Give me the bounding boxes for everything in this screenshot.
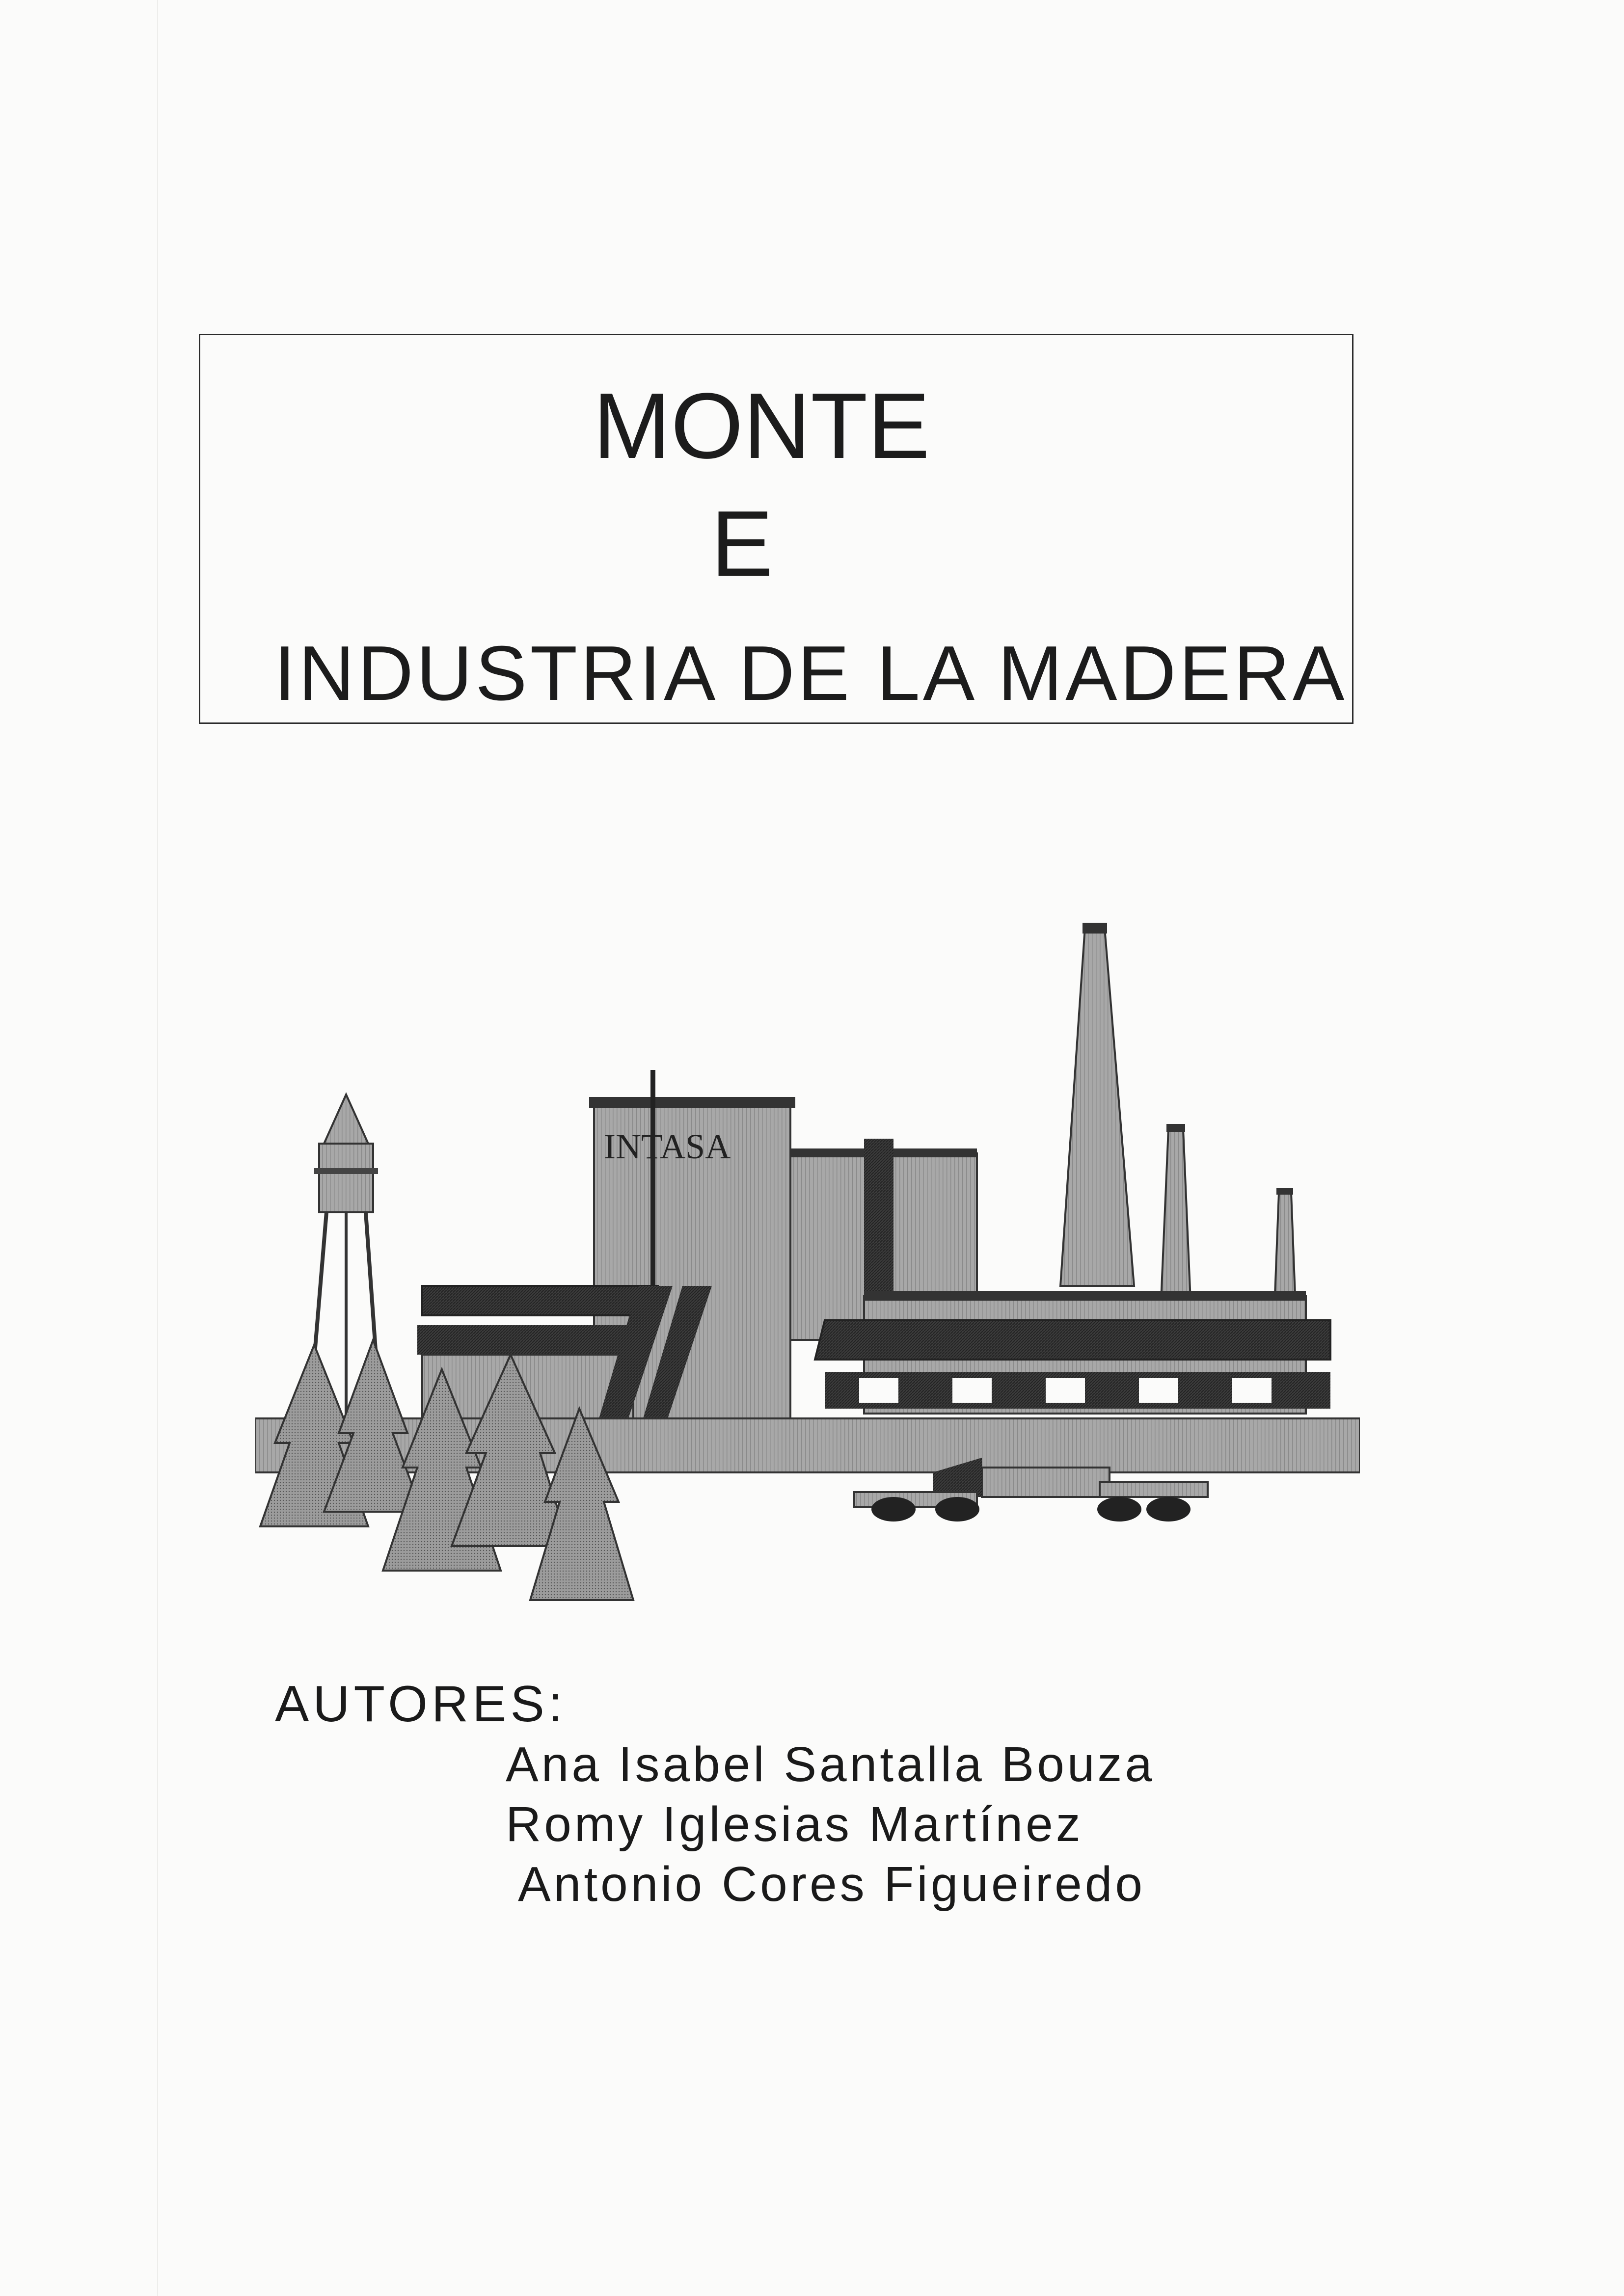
title-line-monte: MONTE bbox=[593, 374, 930, 478]
chimney-medium bbox=[1161, 1124, 1191, 1301]
title-box bbox=[199, 334, 1353, 724]
author-name: Ana Isabel Santalla Bouza bbox=[506, 1737, 1156, 1792]
chimney-tall bbox=[1060, 923, 1134, 1286]
authors-label: AUTORES: bbox=[275, 1676, 567, 1733]
factory-sign: INTASA bbox=[604, 1127, 731, 1166]
factory-illustration bbox=[255, 913, 1360, 1625]
author-name: Antonio Cores Figueiredo bbox=[518, 1857, 1145, 1912]
authors-list bbox=[506, 1737, 1156, 1920]
author-name: Romy Iglesias Martínez bbox=[506, 1797, 1083, 1852]
title-line-industria: INDUSTRIA DE LA MADERA bbox=[274, 630, 1348, 717]
title-line-e: E bbox=[711, 492, 773, 596]
long-building bbox=[815, 1291, 1330, 1414]
scan-margin-line bbox=[157, 0, 158, 2296]
